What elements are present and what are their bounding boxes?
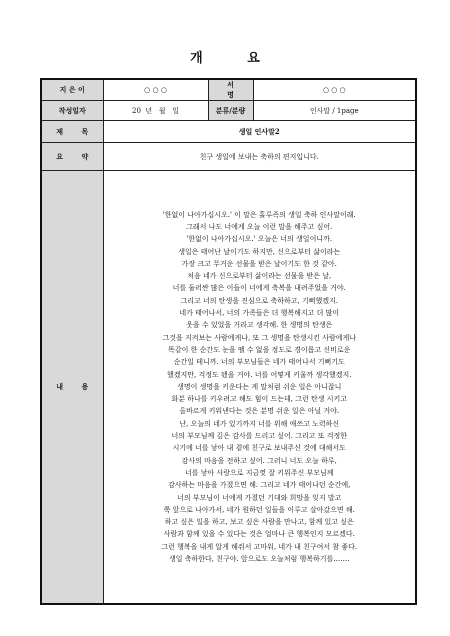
content-line: '한없이 나아가십시오.' 오늘은 너의 생일이니까. xyxy=(186,235,333,244)
content-line: 너의 부모님께 깊은 감사를 드리고 싶어. 그리고 또 걱정한 xyxy=(171,432,348,441)
content-line: 너를 둘러싼 많은 이들이 너에게 축복을 내려주었을 거야. xyxy=(172,284,346,293)
content-line: 그것을 지켜보는 사람에게나, 또 그 생명을 탄생시킨 사람에게나 xyxy=(162,333,357,342)
content-line: 시기에 너를 낳아 내 곁에 친구로 보내주신 것에 대해서도 xyxy=(172,444,346,453)
content-line: 가장 크고 무거운 선물을 받은 날이기도 한 것 같아. xyxy=(181,259,337,268)
category-value: 인사말 / 1page xyxy=(253,101,416,121)
summary-label: 요 약 xyxy=(41,143,103,171)
content-line: 생명이 생명을 키운다는 게 말처럼 쉬운 일은 아니잖니 xyxy=(177,382,342,391)
summary-value: 친구 생일에 보내는 축하의 편지입니다. xyxy=(103,143,416,171)
content-line: 순간일 테니까. 너의 부모님들은 네가 태어나서 기뻐기도 xyxy=(173,358,345,367)
content-line: 그리고 너의 탄생을 진심으로 축하하고, 기뻐했겠지. xyxy=(180,296,339,305)
title-row xyxy=(41,121,416,143)
content-line: 생일 축하한다, 친구야. 앞으로도 오늘처럼 행복하기를……. xyxy=(168,555,350,563)
author-label: 지 은 이 xyxy=(41,79,103,101)
content-line: 그런 행복을 내게 알게 해줘서 고마워, 네가 내 친구여서 참 좋다. xyxy=(161,542,358,551)
signature-label: 서 명 xyxy=(208,79,253,101)
summary-row xyxy=(41,143,416,171)
author-row xyxy=(41,79,416,101)
date-value: 20 년 월 일 xyxy=(103,101,208,121)
content-line: 감사하는 마음을 가졌으면 해. 그리고 네가 태어나던 순간에, xyxy=(168,481,351,490)
content-body xyxy=(103,171,416,605)
title-value: 생일 인사말2 xyxy=(103,121,416,143)
category-label: 분류/분량 xyxy=(208,101,253,121)
page-title: 개 요 xyxy=(190,51,280,66)
content-line: '한없이 나아가십시오.' 이 말은 홀루족의 생일 축하 인사말이래. xyxy=(162,210,356,219)
summary-form-table xyxy=(40,78,417,605)
content-line: 웃을 수 있었을 거라고 생각해. 한 생명의 탄생은 xyxy=(186,321,333,330)
author-value: ○ ○ ○ xyxy=(103,79,208,101)
content-line: 생일은 태어난 날이기도 하지만, 신으로부터 삶이라는 xyxy=(178,247,341,256)
date-label: 작성일자 xyxy=(41,101,103,121)
content-line: 똑같이 한 순간도 눈을 뗄 수 없을 정도로 경이롭고 신비로운 xyxy=(168,345,351,354)
content-line: 너의 부모님이 너에게 가졌던 기대와 희망을 잊지 말고 xyxy=(177,493,342,502)
signature-value: ○ ○ ○ xyxy=(253,79,416,101)
content-line: 처음 네가 신으로부터 삶이라는 선물을 받은 날, xyxy=(187,272,332,281)
content-line: 화분 하나를 키우려고 해도 힘이 드는데, 그런 탄생 시키고 xyxy=(171,395,348,404)
content-label: 내 용 xyxy=(41,171,103,605)
content-line: 감사의 마음을 전하고 싶어. 그러니 너도 오늘 하루, xyxy=(181,456,337,465)
content-line: 그래서 나도 너에게 오늘 이런 말을 해주고 싶어. xyxy=(186,222,333,231)
content-line: 난, 오늘의 네가 있기까지 너를 위해 애쓰고 노력하신 xyxy=(179,419,340,428)
content-line: 너를 낳아 사랑으로 지금껏 잘 키워주신 부모님께 xyxy=(184,468,334,477)
content-line: 사람과 함께 있을 수 있다는 것은 얼마나 큰 행복인지 모르겠다. xyxy=(163,530,355,539)
content-line: 쭉 앞으로 나아가서, 네가 원하던 일들을 이루고 살아갔으면 해. xyxy=(163,505,355,514)
title-label: 제 목 xyxy=(41,121,103,143)
content-line: 했겠지만, 걱정도 됐을 거야. 너를 어떻게 키울까 생각했겠지. xyxy=(166,370,352,379)
content-line: 하고 싶은 일을 하고, 보고 싶은 사람을 만나고, 함께 있고 싶은 xyxy=(164,518,354,527)
content-line: 네가 태어나서, 너의 가족들은 더 행복해지고 더 많이 xyxy=(179,309,340,318)
content-line: 올바르게 키워낸다는 것은 분명 쉬운 일은 아닐 거야. xyxy=(179,407,340,416)
content-row xyxy=(41,171,416,605)
date-row xyxy=(41,101,416,121)
